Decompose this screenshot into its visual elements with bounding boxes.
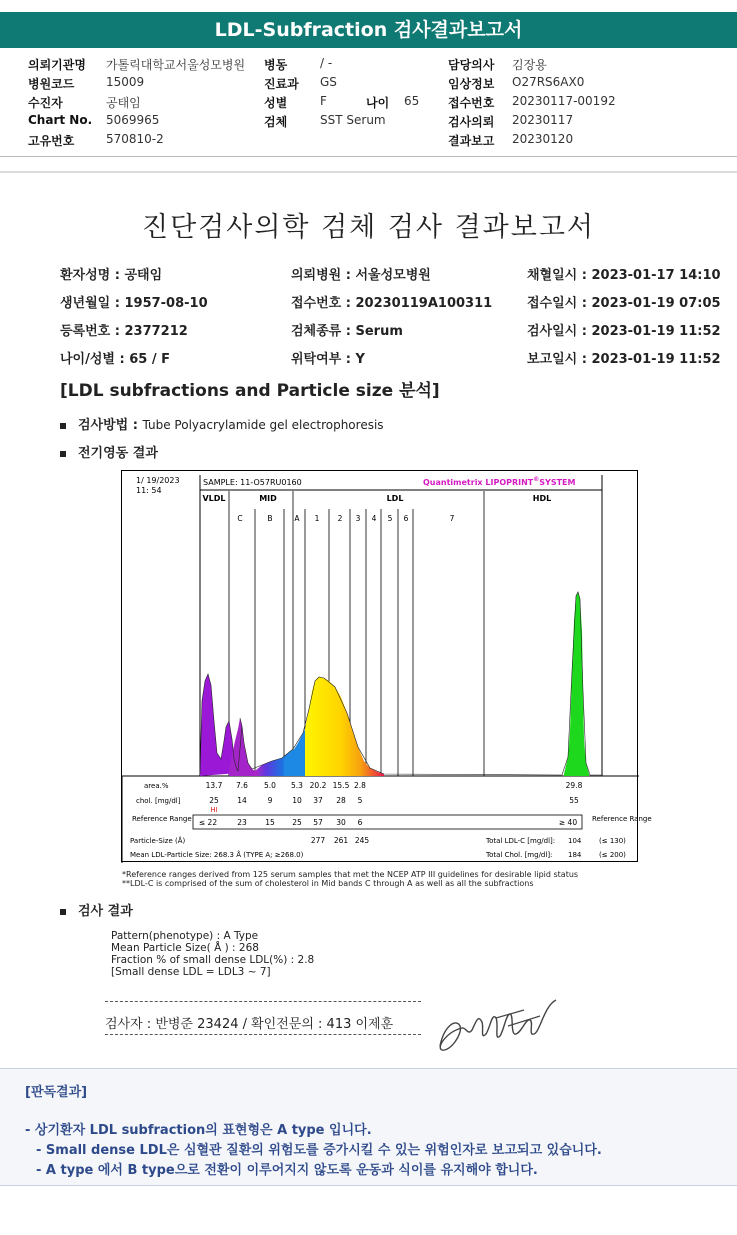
patient-name: 환자성명 : 공태임 bbox=[60, 268, 163, 283]
info-value: O27RS6AX0 bbox=[512, 75, 585, 89]
report-header: LDL-Subfraction 검사결과보고서 bbox=[0, 12, 737, 48]
verdict-line: - 상기환자 LDL subfraction의 표현형은 A type 입니다. bbox=[25, 1123, 372, 1138]
particle-size-ldl2: 261 bbox=[333, 836, 349, 845]
chart-system-name: Quantimetrix LIPOPRINT®SYSTEM bbox=[423, 476, 576, 487]
test-datetime: 검사일시 : 2023-01-19 11:52 bbox=[527, 324, 721, 339]
band-label-a: A bbox=[294, 514, 300, 523]
signature-rule-bottom bbox=[105, 1034, 421, 1035]
ref-ldl2: 30 bbox=[336, 818, 346, 827]
row-label-area: area.% bbox=[144, 782, 169, 790]
total-ldl-value: 104 bbox=[568, 837, 582, 845]
ref-mid-a: 25 bbox=[292, 818, 302, 827]
area-ldl2: 15.5 bbox=[332, 781, 350, 790]
chol-hdl: 55 bbox=[569, 796, 579, 805]
verdict-title: [판독결과] bbox=[25, 1085, 88, 1100]
particle-size-label: Particle-Size (Å) bbox=[130, 837, 186, 845]
chol-flag-hi: HI bbox=[210, 806, 218, 814]
report-title: 진단검사의학 검체 검사 결과보고서 bbox=[142, 212, 595, 243]
chol-vldl: 25 bbox=[209, 796, 219, 805]
peak-mid-a bbox=[284, 729, 305, 776]
info-value: 570810-2 bbox=[106, 132, 164, 146]
signature-image bbox=[432, 996, 560, 1058]
band-label-7: 7 bbox=[449, 514, 455, 523]
footnote-ldlc: **LDL-C is comprised of the sum of cholesterol in Mid bands C through A as well as all the subfractions bbox=[122, 879, 534, 888]
info-label: 검체 bbox=[264, 115, 288, 129]
band-label-5: 5 bbox=[387, 514, 393, 523]
result-summary bbox=[111, 930, 314, 978]
total-chol-ref: (≤ 200) bbox=[599, 851, 626, 859]
age-sex: 나이/성별 : 65 / F bbox=[60, 352, 171, 367]
verdict-panel bbox=[0, 1068, 737, 1186]
row-label-ref-right: Reference Range bbox=[592, 815, 652, 823]
divider bbox=[0, 156, 737, 157]
curve-outline bbox=[200, 592, 602, 775]
result-line-phenotype: Pattern(phenotype) : A Type bbox=[111, 930, 259, 942]
signature-rule-top bbox=[105, 1001, 421, 1002]
info-row bbox=[28, 56, 728, 75]
row-label-chol: chol. [mg/dl] bbox=[136, 797, 181, 805]
group-label-mid: MID bbox=[259, 494, 277, 503]
info-label: 병원코드 bbox=[28, 77, 75, 91]
band-label-c: C bbox=[237, 514, 243, 523]
info-label: 검사의뢰 bbox=[448, 115, 495, 129]
info-label: 수진자 bbox=[28, 96, 63, 110]
report-datetime: 보고일시 : 2023-01-19 11:52 bbox=[527, 352, 721, 367]
area-mid-a: 5.3 bbox=[291, 781, 303, 790]
info-row bbox=[28, 94, 728, 113]
info-value: 20230120 bbox=[512, 132, 574, 146]
info-label: 담당의사 bbox=[448, 58, 495, 72]
ref-ldl3: 6 bbox=[357, 818, 363, 827]
area-hdl: 29.8 bbox=[565, 781, 583, 790]
method-label: 검사방법 : bbox=[78, 418, 138, 433]
footnote-reference: *Reference ranges derived from 125 serum samples that met the NCEP ATP III guidelines for desirable lipid status bbox=[122, 870, 579, 879]
particle-size-ldl1: 277 bbox=[310, 836, 326, 845]
bullet-icon bbox=[60, 909, 66, 915]
info-value: 가톨릭대학교서울성모병원 bbox=[106, 58, 246, 72]
chol-mid-c: 14 bbox=[237, 796, 247, 805]
ref-mid-b: 15 bbox=[265, 818, 275, 827]
row-label-ref: Reference Range bbox=[132, 815, 192, 823]
area-mid-c: 7.6 bbox=[236, 781, 248, 790]
chol-ldl2: 28 bbox=[336, 796, 346, 805]
info-value: F bbox=[320, 94, 327, 108]
info-label: 결과보고 bbox=[448, 134, 495, 148]
bullet-icon bbox=[60, 451, 66, 457]
chart-date: 1/ 19/2023 bbox=[136, 476, 180, 485]
band-label-3: 3 bbox=[355, 514, 361, 523]
total-chol-label: Total Chol. [mg/dl]: bbox=[486, 851, 553, 859]
ref-row bbox=[199, 818, 577, 827]
info-value: 5069965 bbox=[106, 113, 160, 127]
collection-datetime: 채혈일시 : 2023-01-17 14:10 bbox=[527, 268, 721, 283]
verdict-line: - Small dense LDL은 심혈관 질환의 위험도를 증가시킬 수 있는 위험인자로 보고되고 있습니다. bbox=[36, 1143, 602, 1158]
outsourced-flag: 위탁여부 : Y bbox=[291, 352, 365, 367]
birth-date: 생년월일 : 1957-08-10 bbox=[60, 296, 208, 311]
info-label: 진료과 bbox=[264, 77, 299, 91]
area-ldl3: 2.8 bbox=[354, 781, 366, 790]
info-label: 나이 bbox=[366, 96, 390, 110]
group-label-hdl: HDL bbox=[532, 494, 552, 503]
receipt-datetime: 접수일시 : 2023-01-19 07:05 bbox=[527, 296, 721, 311]
divider bbox=[0, 171, 737, 173]
info-label: Chart No. bbox=[28, 113, 93, 127]
ref-ldl1: 57 bbox=[313, 818, 323, 827]
bullet-icon bbox=[60, 423, 66, 429]
info-value: GS bbox=[320, 75, 337, 89]
band-label-4: 4 bbox=[371, 514, 377, 523]
peak-ldl-1-3 bbox=[305, 677, 384, 776]
specimen-type: 검체종류 : Serum bbox=[291, 324, 403, 339]
mean-size-label: Mean LDL-Particle Size: 268.3 Å (TYPE A; ≥268.0) bbox=[130, 851, 304, 859]
band-label-1: 1 bbox=[314, 514, 320, 523]
electro-label: 전기영동 결과 bbox=[78, 446, 158, 461]
lipoprint-chart bbox=[121, 470, 652, 862]
area-row bbox=[206, 781, 583, 790]
info-value: 15009 bbox=[106, 75, 145, 89]
particle-size-row bbox=[311, 836, 370, 845]
ref-hdl: ≥ 40 bbox=[558, 818, 578, 827]
total-ldl-label: Total LDL-C [mg/dl]: bbox=[486, 837, 556, 845]
band-label-2: 2 bbox=[337, 514, 343, 523]
result-line-mean-size: Mean Particle Size( Å ) : 268 bbox=[111, 942, 259, 954]
method-line bbox=[60, 414, 384, 433]
band-label-b: B bbox=[267, 514, 273, 523]
result-heading bbox=[60, 900, 133, 919]
area-mid-b: 5.0 bbox=[264, 781, 276, 790]
result-line-sdldl: Fraction % of small dense LDL(%) : 2.8 bbox=[111, 954, 315, 966]
info-value: 20230117 bbox=[512, 113, 574, 127]
info-value: 공태임 bbox=[106, 96, 141, 110]
chart-sample: SAMPLE: 11-O57RU0160 bbox=[203, 478, 302, 487]
info-row bbox=[28, 132, 728, 151]
info-label: 고유번호 bbox=[28, 134, 75, 148]
info-label: 의뢰기관명 bbox=[28, 58, 86, 72]
group-label-vldl: VLDL bbox=[202, 494, 226, 503]
band-label-6: 6 bbox=[403, 514, 409, 523]
result-label: 검사 결과 bbox=[78, 904, 133, 919]
chol-mid-a: 10 bbox=[292, 796, 302, 805]
info-label: 접수번호 bbox=[448, 96, 495, 110]
method-value: Tube Polyacrylamide gel electrophoresis bbox=[142, 418, 384, 432]
ref-mid-c: 23 bbox=[237, 818, 247, 827]
chol-mid-b: 9 bbox=[267, 796, 273, 805]
total-ldl-ref: (≤ 130) bbox=[599, 837, 626, 845]
chol-row bbox=[209, 796, 579, 814]
checker-line: 검사자 : 반병준 23424 / 확인전문의 : 413 이제훈 bbox=[105, 1017, 394, 1032]
accession-number: 접수번호 : 20230119A100311 bbox=[291, 296, 493, 311]
section-title: [LDL subfractions and Particle size 분석] bbox=[60, 381, 440, 401]
info-value: 김장용 bbox=[512, 58, 547, 72]
result-line-definition: [Small dense LDL = LDL3 ~ 7] bbox=[111, 966, 271, 978]
ref-vldl: ≤ 22 bbox=[198, 818, 218, 827]
info-value: SST Serum bbox=[320, 113, 386, 127]
info-label: 임상정보 bbox=[448, 77, 495, 91]
info-row bbox=[28, 75, 728, 94]
total-chol-value: 184 bbox=[568, 851, 582, 859]
chol-ldl3: 5 bbox=[357, 796, 363, 805]
area-ldl1: 20.2 bbox=[309, 781, 327, 790]
info-value: 20230117-00192 bbox=[512, 94, 616, 108]
lipoprint-chart-svg bbox=[122, 471, 652, 863]
band-separators bbox=[229, 491, 484, 776]
referring-hospital: 의뢰병원 : 서울성모병원 bbox=[291, 268, 431, 283]
registration-number: 등록번호 : 2377212 bbox=[60, 324, 188, 339]
info-label: 성별 bbox=[264, 96, 288, 110]
request-info bbox=[28, 56, 728, 151]
area-vldl: 13.7 bbox=[205, 781, 223, 790]
info-row bbox=[28, 113, 728, 132]
ref-range-box bbox=[193, 815, 582, 829]
info-label: 병동 bbox=[264, 58, 288, 72]
group-label-ldl: LDL bbox=[386, 494, 404, 503]
chart-time: 11: 54 bbox=[136, 486, 162, 495]
electrophoresis-heading bbox=[60, 442, 158, 461]
particle-size-ldl3: 245 bbox=[354, 836, 370, 845]
verdict-line: - A type 에서 B type으로 전환이 이루어지지 않도록 운동과 식이를 유지해야 합니다. bbox=[36, 1163, 538, 1178]
chol-ldl1: 37 bbox=[313, 796, 323, 805]
info-value: / - bbox=[320, 56, 333, 70]
info-value: 65 bbox=[404, 94, 420, 108]
